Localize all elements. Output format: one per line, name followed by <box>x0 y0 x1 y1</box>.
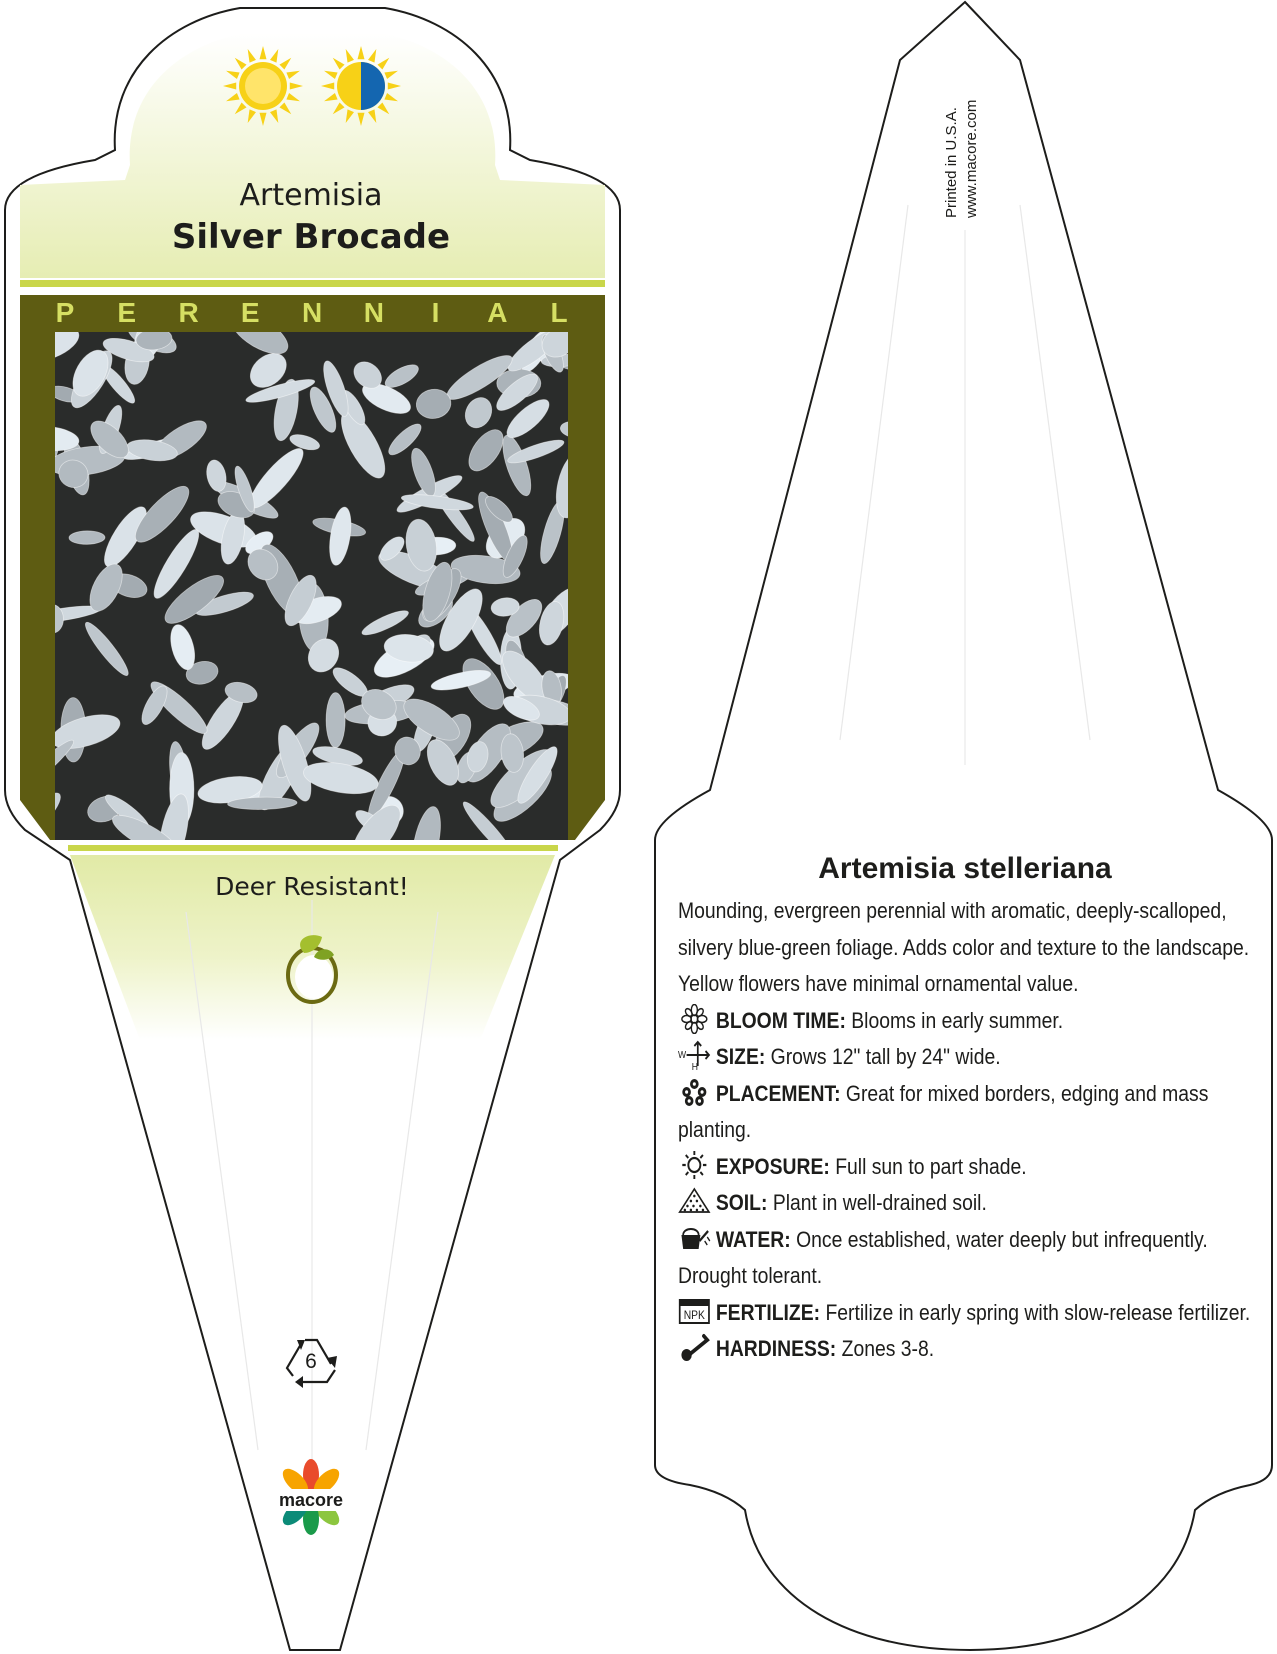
sun-outline-icon <box>678 1150 711 1180</box>
back-tag <box>655 2 1272 1650</box>
lower-divider <box>68 845 558 851</box>
water-label: WATER: <box>715 1226 791 1252</box>
size-icon <box>678 1040 711 1070</box>
part-shade-icon <box>321 46 401 126</box>
cultivar-name: Silver Brocade <box>171 217 451 257</box>
care-info <box>678 893 1273 1368</box>
placement-label: PLACEMENT: <box>715 1080 841 1106</box>
size-label: SIZE: <box>715 1044 766 1069</box>
hardiness-value: Zones 3-8. <box>836 1336 935 1361</box>
category-letter: I <box>431 297 440 328</box>
water-line <box>678 1222 1273 1295</box>
placement-icon <box>678 1077 711 1107</box>
size-icon-w: W <box>678 1049 687 1061</box>
category-letter: E <box>240 297 260 328</box>
category-letter: E <box>117 297 137 328</box>
soil-icon <box>678 1186 711 1216</box>
plant-photo <box>13 302 606 879</box>
npk-icon <box>678 1296 711 1326</box>
feature-label: Deer Resistant! <box>215 872 409 901</box>
category-letter: R <box>178 297 199 328</box>
placement-line <box>678 1076 1273 1149</box>
soil-label: SOIL: <box>715 1190 768 1215</box>
soil-line <box>678 1185 1273 1222</box>
size-line <box>678 1039 1273 1076</box>
category-letter: L <box>550 297 568 328</box>
fertilize-value: Fertilize in early spring with slow-release fertilizer. <box>820 1299 1251 1325</box>
watering-can-icon <box>678 1223 711 1253</box>
category-label <box>55 296 569 330</box>
category-letter: N <box>363 297 384 328</box>
printed-in: Printed in U.S.A. <box>943 107 960 218</box>
bloom-value: Blooms in early summer. <box>845 1007 1064 1033</box>
exposure-value: Full sun to part shade. <box>829 1153 1027 1179</box>
placement-value: Great for mixed borders, edging and mass planting. <box>678 1080 1209 1142</box>
hardiness-line <box>678 1331 1273 1368</box>
bloom-label: BLOOM TIME: <box>715 1007 846 1033</box>
hardiness-label: HARDINESS: <box>715 1336 837 1361</box>
npk-icon-text: NPK <box>683 1308 705 1322</box>
size-icon-h: H <box>691 1061 698 1070</box>
flower-icon <box>678 1004 711 1034</box>
recycle-code: 6 <box>305 1350 317 1373</box>
bloom-line <box>678 1003 1273 1040</box>
category-letter: P <box>55 297 75 328</box>
full-sun-icon <box>223 46 303 126</box>
description: Mounding, evergreen perennial with aromatic, deeply-scalloped, silvery blue-green foliage. Adds color and texture to the landscape. Yellow flowers have minimal ornamental value. <box>678 898 1250 996</box>
exposure-label: EXPOSURE: <box>715 1153 830 1179</box>
header-divider <box>20 280 605 287</box>
category-letter: A <box>487 297 508 328</box>
species-name: Artemisia stelleriana <box>818 852 1112 885</box>
back-tag-outline <box>655 2 1272 1650</box>
print-info <box>942 48 982 218</box>
brand-name: macore <box>278 1490 344 1510</box>
category-letter: N <box>302 297 323 328</box>
common-name: Artemisia <box>239 178 383 213</box>
size-value: Grows 12" tall by 24" wide. <box>765 1044 1001 1069</box>
water-value: Once established, water deeply but infrequently. Drought tolerant. <box>678 1226 1208 1288</box>
exposure-line <box>678 1149 1273 1186</box>
thermometer-icon <box>678 1332 711 1362</box>
soil-value: Plant in well-drained soil. <box>767 1190 987 1215</box>
fertilize-label: FERTILIZE: <box>715 1299 821 1325</box>
website: www.macore.com <box>963 99 980 218</box>
fertilize-line <box>678 1295 1273 1332</box>
